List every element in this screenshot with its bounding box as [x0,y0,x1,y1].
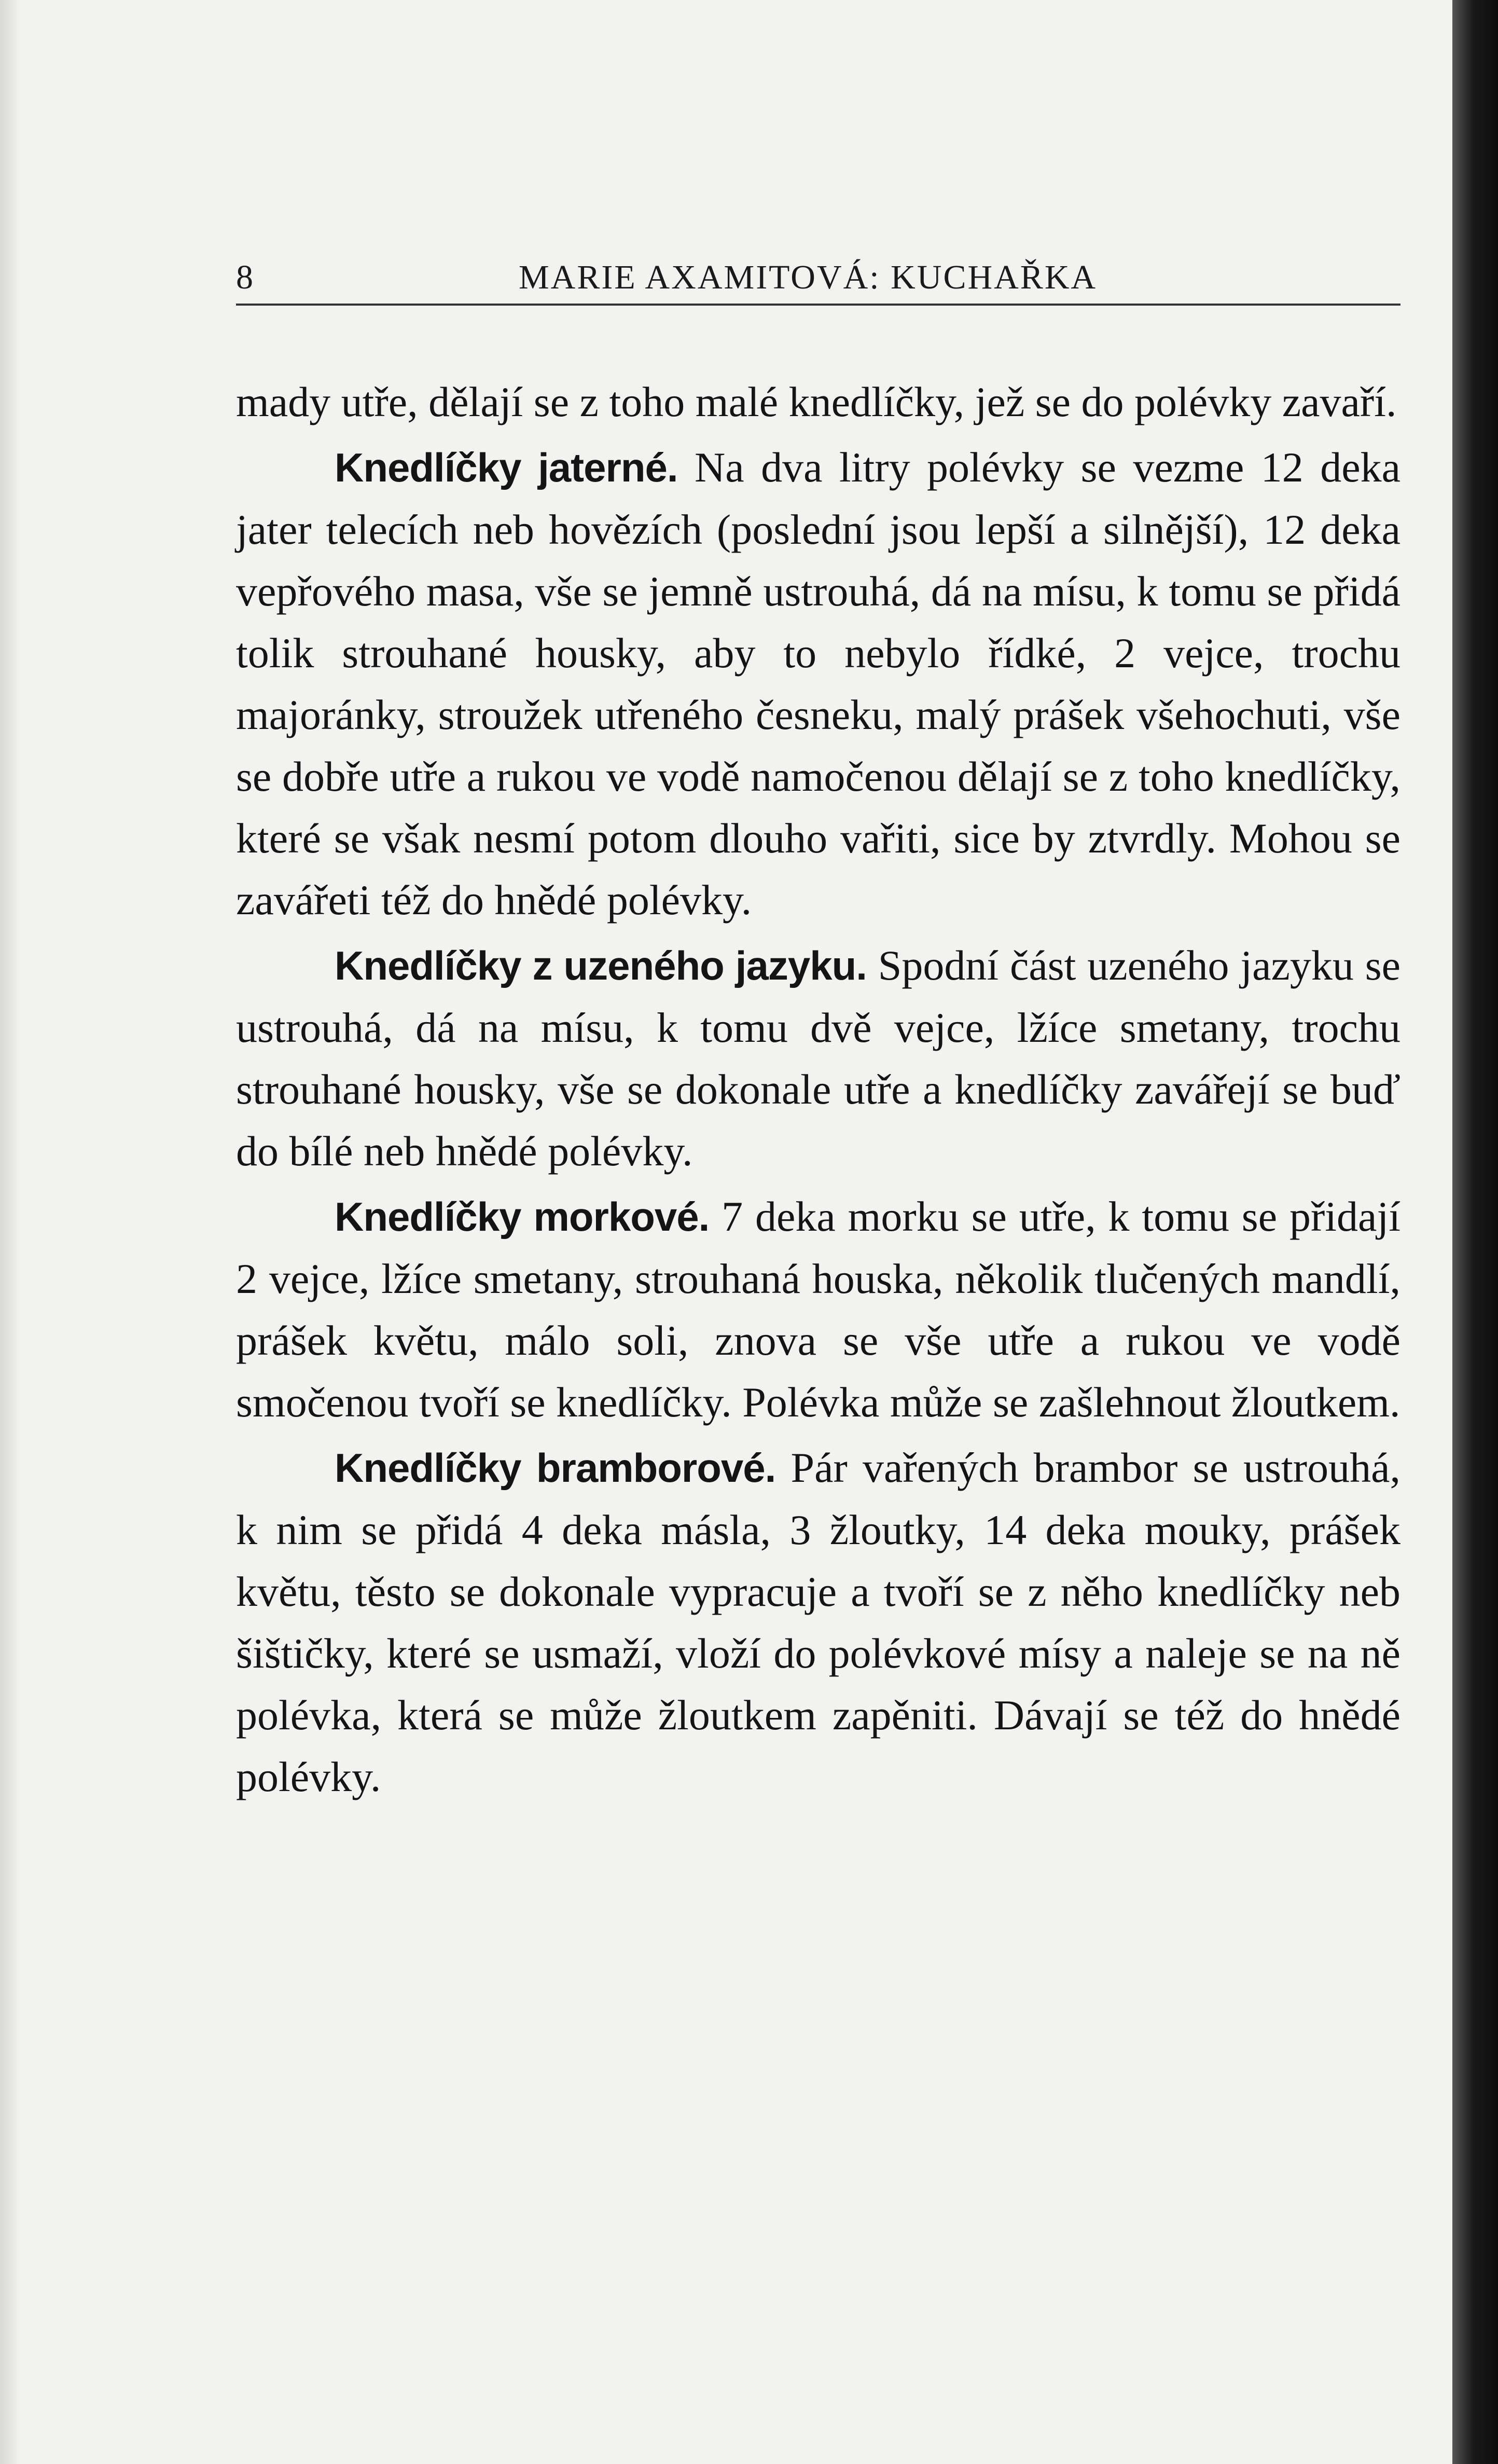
page-header [236,254,1400,304]
page-number: 8 [236,258,253,296]
recipe-text: 7 deka morku se utře, k tomu se přidají 2 vejce, lžíce smetany, strouhaná houska, několik tlučených mandlí, prášek květu, málo soli, znova se vše utře a rukou ve vodě smočenou tvoří se knedlíčky. Polévka může se zašlehnout žloutkem. [236,1193,1400,1426]
paragraph-continuation [236,371,1400,433]
page-body [236,371,1400,1808]
recipe-knedlicky-z-uzeneho-jazyku [236,934,1400,1182]
page-left-edge [0,0,21,2464]
recipe-text: Na dva litry polévky se vezme 12 deka jater telecích neb hovězích (poslední jsou lepší a silnější), 12 deka vepřového masa, vše se jemně ustrouhá, dá na mísu, k tomu se přidá tolik strouhané housky, aby to nebylo řídké, 2 vejce, trochu majoránky, stroužek utřeného česneku, malý prášek všehochuti, vše se dobře utře a rukou ve vodě namočenou dělají se z toho knedlíčky, které se však nesmí potom dlouho vařiti, sice by ztvrdly. Mohou se zavářeti též do hnědé polévky. [236,444,1401,924]
recipe-knedlicky-morkove [236,1186,1400,1433]
recipe-heading: Knedlíčky bramborové. [335,1445,776,1491]
paragraph-text: mady utře, dělají se z toho malé knedlíčky, jež se do polévky zavaří. [236,378,1397,425]
book-spine-edge [1452,0,1498,2464]
recipe-text: Spodní část uzeného jazyku se ustrouhá, dá na mísu, k tomu dvě vejce, lžíce smetany, trochu strouhané housky, vše se dokonale utře a knedlíčky zavářejí se buď do bílé neb hnědé polévky. [236,942,1400,1175]
recipe-heading: Knedlíčky z uzeného jazyku. [335,943,867,988]
recipe-knedlicky-jaterne [236,436,1400,931]
header-rule [236,304,1400,306]
running-title: MARIE AXAMITOVÁ: KUCHAŘKA [519,258,1098,296]
recipe-heading: Knedlíčky jaterné. [335,445,678,490]
recipe-heading: Knedlíčky morkové. [335,1194,710,1240]
recipe-knedlicky-bramborove [236,1437,1400,1808]
recipe-text: Pár vařených brambor se ustrouhá, k nim se přidá 4 deka másla, 3 žloutky, 14 deka mouky, prášek květu, těsto se dokonale vypracuje a tvoří se z něho knedlíčky neb šištičky, které se usmaží, vloží do polévkové mísy a naleje se na ně polévka, která se může žloutkem zapěniti. Dávají se též do hnědé polévky. [236,1444,1401,1800]
